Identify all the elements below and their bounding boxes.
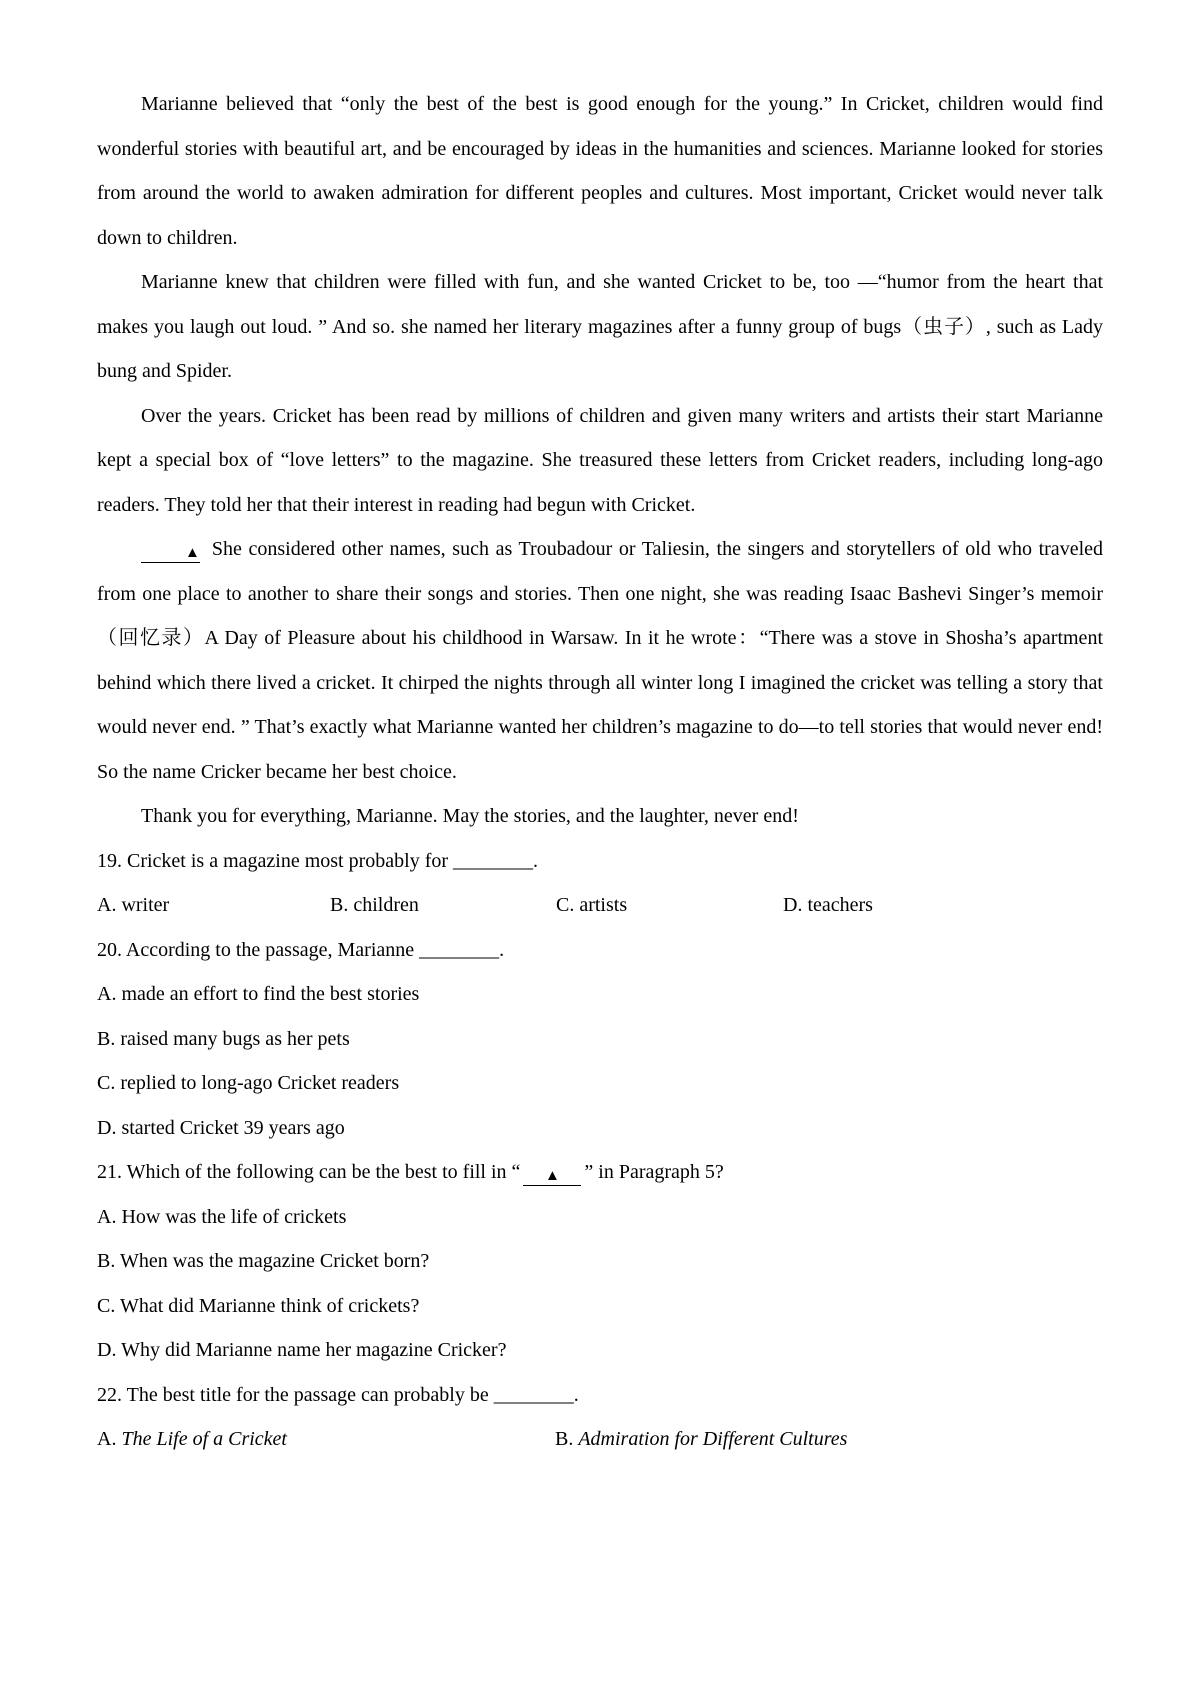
answer-option-B: B. Admiration for Different Cultures <box>555 1428 848 1450</box>
passage-paragraph-4: ▲ She considered other names, such as Troubadour or Taliesin, the singers and storytellers of old who traveled from one place to another to share their songs and stories. Then one night, she was reading Isaac Bashevi Singer’s memoir（回忆录）A Day of Pleasure about his childhood in Warsaw. In it he wrote：“There was a stove in Shosha’s apartment behind which there lived a cricket. It chirped the nights through all winter long I imagined the cricket was telling a story that would never end. ” That’s exactly what Marianne wanted her children’s magazine to do—to tell stories that would never end! So the name Cricker became her best choice. <box>97 538 1103 783</box>
option-title-italic: Admiration for Different Cultures <box>578 1428 848 1450</box>
answer-options <box>97 1195 1103 1373</box>
passage-paragraph-3: Over the years. Cricket has been read by millions of children and given many writers and artists their start Marianne kept a special box of “love letters” to the magazine. She treasured these letters from Cricket readers, including long-ago readers. They told her that their interest in reading had begun with Cricket. <box>97 404 1103 516</box>
question-19 <box>97 839 1103 928</box>
question-22 <box>97 1373 1103 1462</box>
paragraph-blank-marker: ▲ <box>141 544 200 563</box>
option-title-italic: The Life of a Cricket <box>121 1428 287 1450</box>
passage <box>97 82 1103 839</box>
answer-option-C: C. What did Marianne think of crickets? <box>97 1294 420 1317</box>
answer-option-A: A. made an effort to find the best stories <box>97 983 420 1005</box>
answer-option-D: D. Why did Marianne name her magazine Cricker? <box>97 1339 507 1361</box>
passage-paragraph-1: Marianne believed that “only the best of the best is good enough for the young.” In Cricket, children would find wonderful stories with beautiful art, and be encouraged by ideas in the humanities and sciences. Marianne looked for stories from around the world to awaken admiration for different peoples and cultures. Most important, Cricket would never talk down to children. <box>97 93 1103 249</box>
answer-option-D: D. teachers <box>783 894 873 916</box>
answer-option-B: B. children <box>330 894 419 916</box>
passage-paragraph-2: Marianne knew that children were filled with fun, and she wanted Cricket to be, too —“humor from the heart that makes you laugh out loud. ” And so. she named her literary magazines after a funny group of bugs（虫子）, such as Lady bung and Spider. <box>97 271 1103 382</box>
question-stem: 21. Which of the following can be the best to fill in “ ▲ ” in Paragraph 5? <box>97 1161 724 1184</box>
questions <box>97 839 1103 1462</box>
answer-option-C: C. replied to long-ago Cricket readers <box>97 1072 400 1094</box>
question-20 <box>97 928 1103 1151</box>
answer-option-A: A. The Life of a Cricket <box>97 1428 287 1450</box>
answer-option-A: A. writer <box>97 894 170 916</box>
question-stem: 20. According to the passage, Marianne ________. <box>97 938 505 961</box>
answer-option-C: C. artists <box>556 894 628 916</box>
answer-option-A: A. How was the life of crickets <box>97 1205 347 1228</box>
answer-option-D: D. started Cricket 39 years ago <box>97 1116 345 1139</box>
answer-options <box>97 1417 1103 1462</box>
answer-options <box>97 883 1103 928</box>
answer-option-B: B. When was the magazine Cricket born? <box>97 1250 430 1272</box>
question-blank-marker: ▲ <box>523 1167 581 1186</box>
question-21 <box>97 1150 1103 1373</box>
answer-option-B: B. raised many bugs as her pets <box>97 1027 350 1050</box>
question-stem: 19. Cricket is a magazine most probably for ________. <box>97 849 539 872</box>
passage-paragraph-5: Thank you for everything, Marianne. May the stories, and the laughter, never end! <box>141 805 799 827</box>
question-stem: 22. The best title for the passage can probably be ________. <box>97 1383 579 1406</box>
answer-options <box>97 972 1103 1150</box>
